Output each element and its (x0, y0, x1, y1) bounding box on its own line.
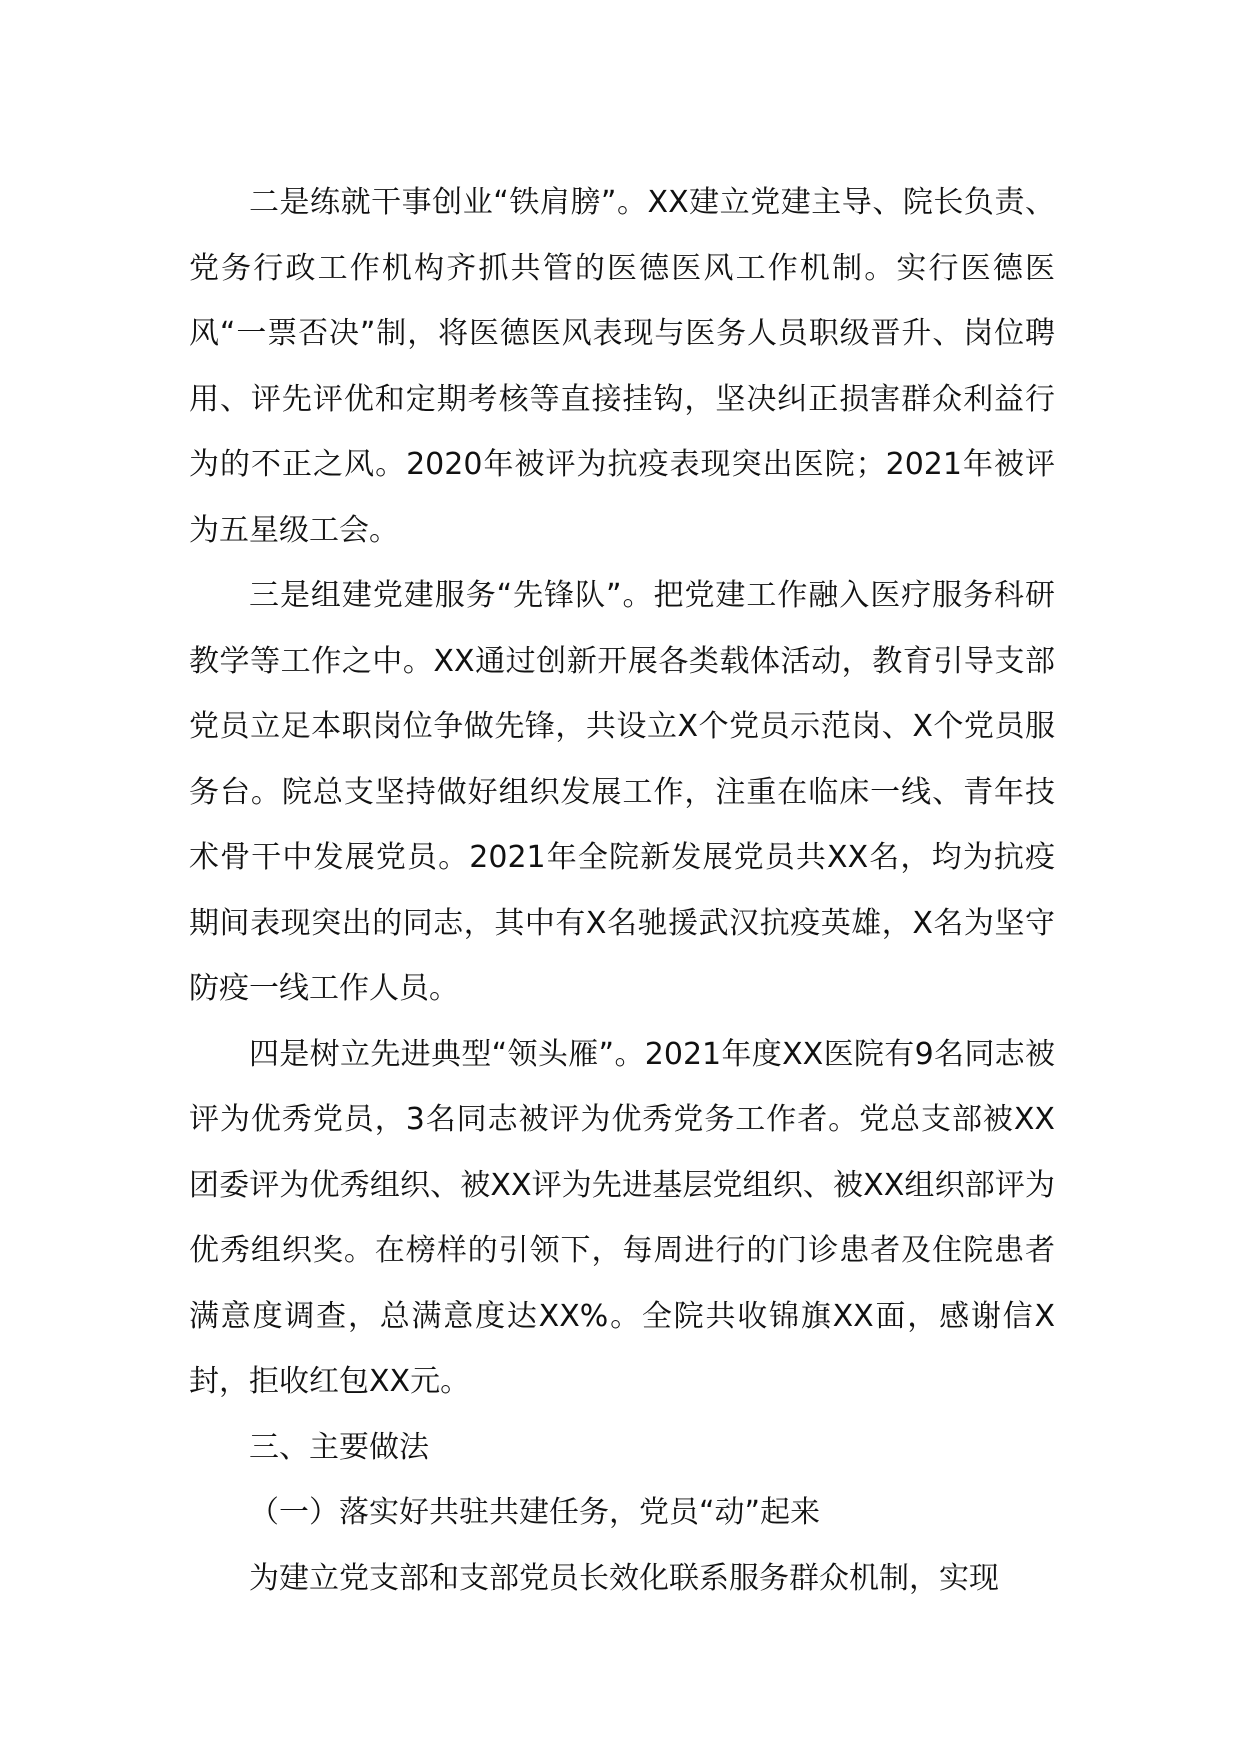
paragraph-iron-shoulders: 二是练就干事创业“铁肩膀”。XX建立党建主导、院长负责、党务行政工作机构齐抓共管的医德医风工作机制。实行医德医风“一票否决”制，将医德医风表现与医务人员职级晋升、岗位聘用、评先评优和定期考核等直接挂钩，坚决纠正损害群众利益行为的不正之风。2020年被评为抗疫表现突出医院；2021年被评为五星级工会。 (189, 185, 1055, 548)
paragraph-vanguard-team: 三是组建党建服务“先锋队”。把党建工作融入医疗服务科研教学等工作之中。XX通过创新开展各类载体活动，教育引导支部党员立足本职岗位争做先锋，共设立X个党员示范岗、X个党员服务台。院总支坚持做好组织发展工作，注重在临床一线、青年技术骨干中发展党员。2021年全院新发展党员共XX名，均为抗疫期间表现突出的同志，其中有X名驰援武汉抗疫英雄，X名为坚守防疫一线工作人员。 (189, 578, 1055, 1006)
section-heading-main-practices: 三、主要做法 (249, 1429, 429, 1465)
document-page (189, 170, 1055, 1611)
subsection-heading-co-building: （一）落实好共驻共建任务，党员“动”起来 (249, 1495, 821, 1530)
paragraph-leading-goose: 四是树立先进典型“领头雁”。2021年度XX医院有9名同志被评为优秀党员，3名同志被评为优秀党务工作者。党总支部被XX团委评为优秀组织、被XX评为先进基层党组织、被XX组织部评为优秀组织奖。在榜样的引领下，每周进行的门诊患者及住院患者满意度调查，总满意度达XX%。全院共收锦旗XX面，感谢信X封，拒收红包XX元。 (189, 1036, 1055, 1399)
paragraph-service-mechanism: 为建立党支部和支部党员长效化联系服务群众机制，实现 (249, 1560, 999, 1596)
